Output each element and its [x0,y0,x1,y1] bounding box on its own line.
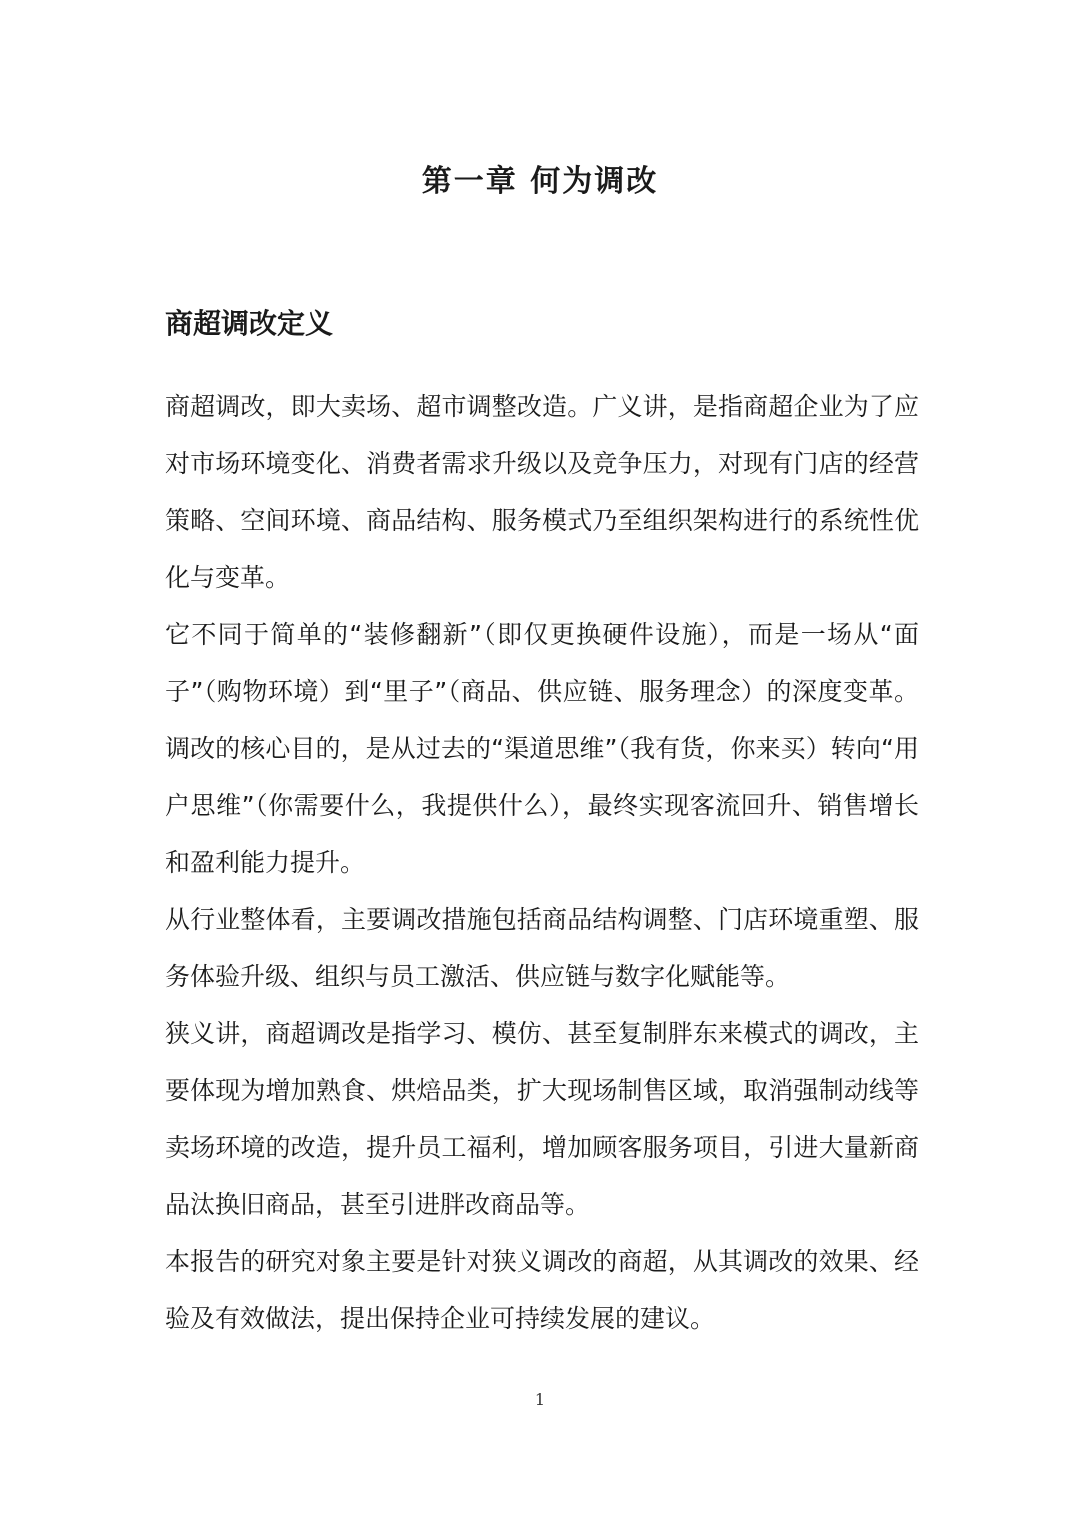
paragraph: 它不同于简单的“装修翻新”（即仅更换硬件设施），而是一场从“面子”（购物环境）到“里子”（商品、供应链、服务理念）的深度变革。调改的核心目的，是从过去的“渠道思维”（我有货，你来买）转向“用户思维”（你需要什么，我提供什么），最终实现客流回升、销售增长和盈利能力提升。 [165,620,919,877]
paragraph: 从行业整体看，主要调改措施包括商品结构调整、门店环境重塑、服务体验升级、组织与员工激活、供应链与数字化赋能等。 [165,905,919,991]
paragraph: 商超调改，即大卖场、超市调整改造。广义讲，是指商超企业为了应对市场环境变化、消费者需求升级以及竞争压力，对现有门店的经营策略、空间环境、商品结构、服务模式乃至组织架构进行的系统性优化与变革。 [165,392,919,592]
paragraph: 狭义讲，商超调改是指学习、模仿、甚至复制胖东来模式的调改，主要体现为增加熟食、烘焙品类，扩大现场制售区域，取消强制动线等卖场环境的改造，提升员工福利，增加顾客服务项目，引进大量新商品汰换旧商品，甚至引进胖改商品等。 [165,1019,919,1219]
section-title: 商超调改定义 [165,307,334,340]
paragraph: 本报告的研究对象主要是针对狭义调改的商超，从其调改的效果、经验及有效做法，提出保持企业可持续发展的建议。 [165,1247,919,1333]
body-text [165,378,919,1347]
chapter-title: 第一章 何为调改 [421,164,659,199]
page-number: 1 [534,1390,546,1409]
